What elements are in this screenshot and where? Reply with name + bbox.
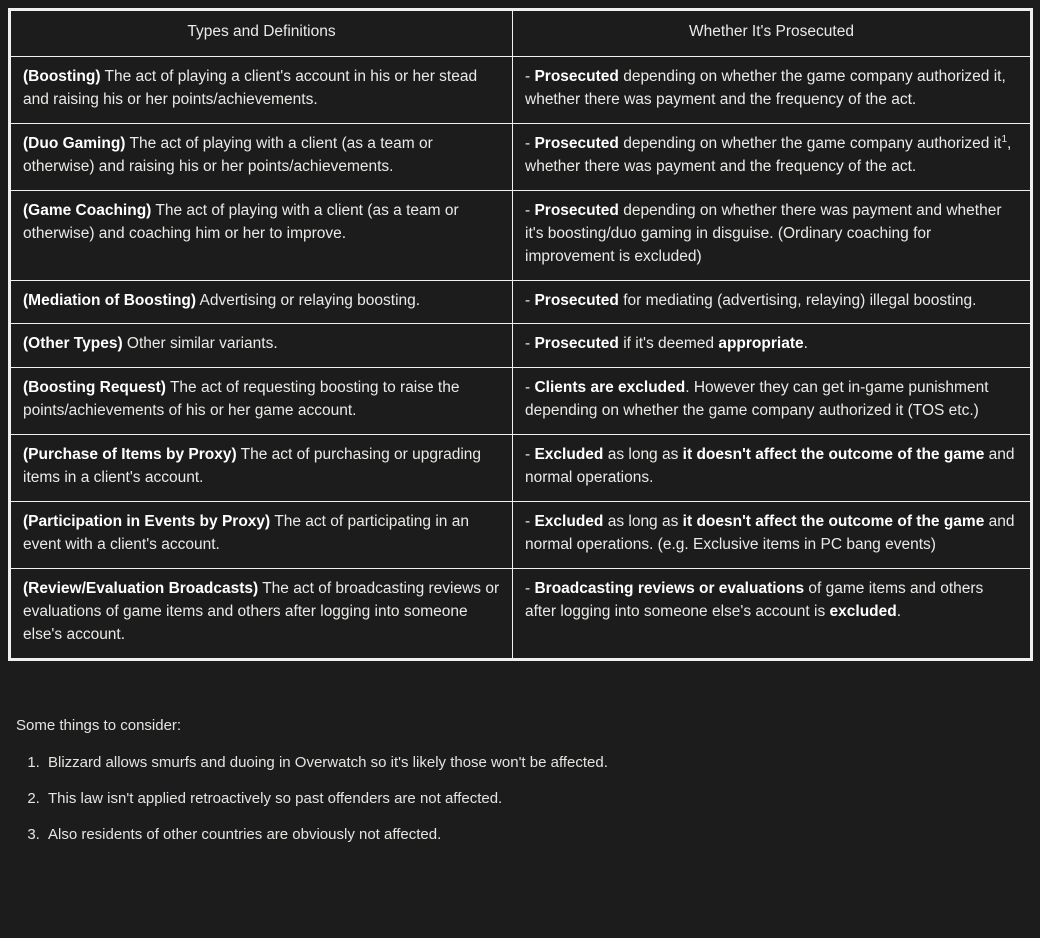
cell-prosecution-status: - Excluded as long as it doesn't affect the outcome of the game and normal operations. (513, 435, 1032, 502)
note-item: 3. Also residents of other countries are obviously not affected. (44, 824, 1032, 845)
cell-type-definition: (Boosting Request) The act of requesting boosting to raise the points/achievements of his or her game account. (10, 368, 513, 435)
table-row (10, 56, 1032, 123)
table-row (10, 502, 1032, 569)
boosting-classification-table (8, 8, 1033, 661)
table-header-row (10, 10, 1032, 57)
table-row (10, 324, 1032, 368)
cell-prosecution-status: - Broadcasting reviews or evaluations of game items and others after logging into someone else's account is excluded. (513, 569, 1032, 660)
cell-prosecution-status: - Excluded as long as it doesn't affect the outcome of the game and normal operations. (e.g. Exclusive items in PC bang events) (513, 502, 1032, 569)
note-item: 1. Blizzard allows smurfs and duoing in Overwatch so it's likely those won't be affected. (44, 752, 1032, 773)
notes-title: Some things to consider: (16, 716, 182, 734)
table-row (10, 190, 1032, 280)
table-row (10, 435, 1032, 502)
column-header-prosecuted: Whether It's Prosecuted (513, 10, 1032, 57)
table-row (10, 280, 1032, 324)
cell-type-definition: (Other Types) Other similar variants. (10, 324, 513, 368)
table-row (10, 569, 1032, 660)
table-head (10, 10, 1032, 57)
table-row (10, 368, 1032, 435)
cell-type-definition: (Duo Gaming) The act of playing with a client (as a team or otherwise) and raising his or her points/achievements. (10, 123, 513, 190)
column-header-types: Types and Definitions (10, 10, 513, 57)
notes-section (8, 661, 1032, 845)
cell-prosecution-status: - Prosecuted depending on whether the game company authorized it, whether there was payment and the frequency of the act. (513, 56, 1032, 123)
cell-type-definition: (Mediation of Boosting) Advertising or relaying boosting. (10, 280, 513, 324)
cell-type-definition: (Boosting) The act of playing a client's account in his or her stead and raising his or her points/achievements. (10, 56, 513, 123)
table-body (10, 56, 1032, 659)
table-row (10, 123, 1032, 190)
cell-type-definition: (Review/Evaluation Broadcasts) The act of broadcasting reviews or evaluations of game items and others after logging into someone else's account. (10, 569, 513, 660)
cell-prosecution-status: - Prosecuted for mediating (advertising, relaying) illegal boosting. (513, 280, 1032, 324)
cell-type-definition: (Purchase of Items by Proxy) The act of purchasing or upgrading items in a client's account. (10, 435, 513, 502)
cell-type-definition: (Participation in Events by Proxy) The act of participating in an event with a client's account. (10, 502, 513, 569)
cell-type-definition: (Game Coaching) The act of playing with a client (as a team or otherwise) and coaching him or her to improve. (10, 190, 513, 280)
cell-prosecution-status: - Prosecuted if it's deemed appropriate. (513, 324, 1032, 368)
notes-list (16, 752, 1032, 845)
cell-prosecution-status: - Clients are excluded. However they can get in-game punishment depending on whether the game company authorized it (TOS etc.) (513, 368, 1032, 435)
note-item: 2. This law isn't applied retroactively so past offenders are not affected. (44, 788, 1032, 809)
cell-prosecution-status: - Prosecuted depending on whether there was payment and whether it's boosting/duo gaming in disguise. (Ordinary coaching for improvement is excluded) (513, 190, 1032, 280)
cell-prosecution-status: - Prosecuted depending on whether the game company authorized $it^1$, whether there was payment and the frequency of the act. (513, 123, 1032, 190)
